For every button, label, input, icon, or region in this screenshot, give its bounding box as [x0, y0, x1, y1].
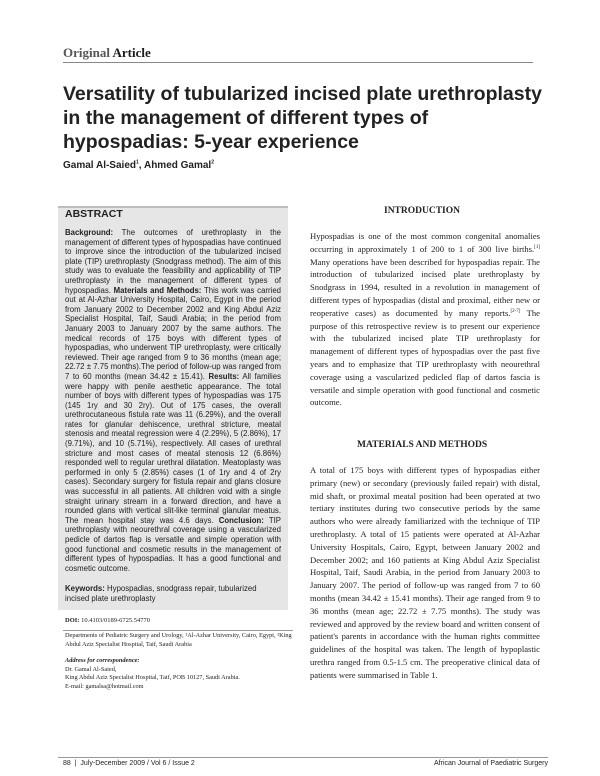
correspondence [65, 657, 295, 691]
doi-value[interactable]: 10.4103/0189-6725.54770 [79, 617, 151, 624]
abstract-body [65, 228, 281, 573]
keywords [65, 584, 281, 603]
citation-2-7[interactable]: [2-7] [510, 308, 521, 314]
abstract-conclusion: TIP urethroplasty with neourethral coverage using a vascularized pedicle of dartos flap is versatile and simple operation with good functional and cosmetic results in the management of different types of hypospadias. It has a good functional and cosmetic outcome. [65, 515, 282, 573]
abstract-methods-label: Materials and Methods: [110, 285, 202, 295]
keywords-text: Hypospadias, snodgrass repair, tubularized incised plate urethroplasty [65, 584, 257, 603]
abstract-methods: This work was carried out at Al-Azhar University Hospital, Cairo, Egypt in the period from January 2002 to December 2002 and King Abdul Aziz Specialist Hospital, Taif, Saudi Arabia; in the period from January 2003 to January 2007 by the same authors. The medical records of 175 boys with different types of hypospadias, who underwent TIP urethroplasty, were critically reviewed. Their age ranged from 9 to 36 months (mean age; 22.72 ± 7.75 months).The period of follow-up was ranged from 7 to 60 months (mean 34.42 ± 15.41). [65, 285, 281, 381]
author-2-affiliation: 2 [211, 159, 214, 166]
abstract-results-label: Results: [204, 371, 240, 381]
abstract-conclusion-label: Conclusion: [213, 515, 264, 525]
methods-body: A total of 175 boys with different types of hypospadias either primary (new) or secondary (previously failed repair) with distal, mid shaft, or proximal meatal position had been operated at two tertiary institutes during two consecutive periods by the same authors who were already familiarized with the technique of TIP urethroplasty. A total of 15 patients were operated at Al-Azhar University Hospitals, Cairo, Egypt, between January 2002 and December 2002; and 160 patients at King Abdul Aziz Specialist Hospital, Taif, Saudi Arabia, in the period from January 2003 to January 2007. The period of follow-up was ranged from 7 to 60 months (mean 34.42 ± 15.41 months). Their age ranged from 9 to 36 months (mean age; 22.72 ± 7.75 months). The study was reviewed and approved by the review board and written consent of patient's parents in accordance with the human rights committee guidelines of the hospital was taken. The length of hypoplastic urethra ranged from 0.5-1.5 cm. The preoperative clinical data of patients were summarised in Table 1. [310, 465, 540, 680]
affiliation-divider [63, 630, 293, 631]
abstract-results: All families were happy with penile aesthetic appearance. The total number of boys with different types of hypospadias was 175 (145 1ry and 30 2ry). Out of 175 cases, the overall urethrocutaneous fistula rate was 11 (6.29%), and the overall rates for glanular dehiscence, urethral stricture, meatal stenosis and meatal regression were 4 (2.29%), 5 (2.86%), 17 (9.71%), and 10 (5.71%), respectively. All cases of urethral stricture and most cases of meatal stenosis 12 (6.86%) responded well to regular urethral dilatation. Meatoplasty was performed in only 5 (2.85%) cases (1 of 1ry and 4 of 2ry cases). Secondary surgery for fistula repair and glans closure was successful in all patients. All children void with a single straight urinary stream in a forward direction, and have a rounded glans with vertical slit-like terminal glanular meatus. The mean hospital stay was 4.6 days. [65, 371, 281, 525]
citation-1[interactable]: [1] [534, 244, 540, 250]
doi-label: DOI: [65, 617, 80, 624]
correspondence-label: Address for correspondence: [65, 657, 140, 664]
section-label-word2: Article [112, 45, 151, 60]
introduction-p2: Many operations have been described for hypospadias repair. The introduction of tubularized incised plate urethroplasty by Snodgrass in 1994, resulted in a revolution in management of different types of hypospadias (distal and proximal, either new or reoperative cases) as documented by many reports. [310, 256, 540, 318]
introduction-body [310, 230, 540, 409]
issue-info: July-December 2009 / Vol 6 / Issue 2 [80, 760, 195, 767]
section-divider [63, 62, 533, 63]
author-separator: , [138, 160, 144, 171]
page-number: 88 [63, 760, 71, 767]
author-list [63, 160, 214, 171]
introduction-p3: The purpose of this retrospective review is to present our experience with the tubularized incised plate TIP urethroplasty for management of different types of hypospadias over the past five years and to emphasize that TIP urethroplasty with neourethral coverage using a vascularized pedicled flap of dartos fascia is versatile and simple operation with good functional and cosmetic outcome. [310, 307, 541, 408]
article-title: Versatility of tubularized incised plate urethroplasty in the management of different types of hypospadias: 5-year experience [63, 83, 542, 153]
abstract-heading: ABSTRACT [65, 208, 123, 220]
introduction-p1: Hypospadias is one of the most common congenital anomalies occurring in approximately 1 of 200 to 1 of 300 live births. [310, 231, 540, 254]
footer-divider [58, 757, 548, 758]
correspondence-name: Dr. Gamal Al-Saied, [65, 665, 117, 673]
author-2: Ahmed Gamal [143, 160, 212, 171]
correspondence-email[interactable]: E-mail: gamalsa@hotmail.com [65, 682, 144, 690]
footer-separator-icon: | [72, 760, 79, 767]
section-label [63, 45, 151, 61]
abstract-background: The outcomes of urethroplasty in the management of different types of hypospadias have continued to improve since the introduction of the tubularized incised plate (TIP) urethroplasty (Snodgrass method). The aim of this study was to evaluate the feasibility and applicability of TIP urethroplasty in the management of different types of hypospadias. [65, 228, 281, 295]
correspondence-address: King Abdul Aziz Specialist Hospital, Taif, POB 10127, Saudi Arabia. [65, 674, 240, 681]
author-1-affiliation: 1 [136, 159, 139, 166]
author-1: Gamal Al-Saied [63, 160, 136, 171]
introduction-heading: INTRODUCTION [384, 206, 461, 216]
doi [65, 617, 150, 624]
keywords-label: Keywords: [65, 584, 105, 593]
section-label-word1: Original [63, 45, 110, 60]
affiliation: Departments of Pediatric Surgery and Urology, ¹Al-Azhar University, Cairo, Egypt, ²King Abdul Aziz Specialist Hospital, Taif, Saudi Arabia [65, 632, 292, 648]
footer-left [63, 760, 195, 767]
methods-heading: MATERIALS AND METHODS [357, 440, 488, 450]
abstract-background-label: Background: [65, 228, 114, 237]
journal-name: African Journal of Paediatric Surgery [434, 760, 548, 767]
